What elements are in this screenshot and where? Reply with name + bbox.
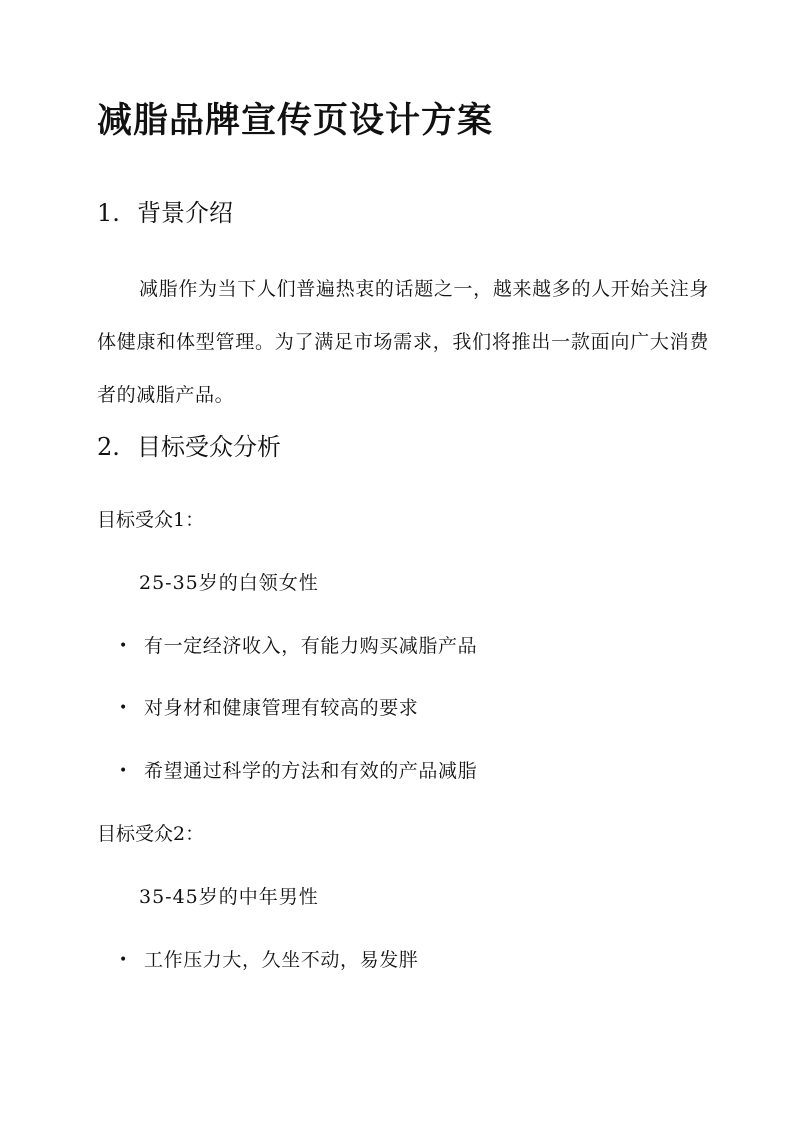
document-title: 减脂品牌宣传页设计方案 [97, 100, 494, 141]
bullet-icon: • [119, 638, 128, 654]
list-item [119, 757, 477, 785]
section-heading-text: 背景介绍 [137, 199, 233, 227]
list-item [119, 694, 418, 722]
audience-description-2: 35-45岁的中年男性 [139, 886, 319, 908]
section-number: 2. [97, 433, 120, 461]
background-paragraph: 减脂作为当下人们普遍热衷的话题之一，越来越多的人开始关注身体健康和体型管理。为了满足市场需求，我们将推出一款面向广大消费者的减脂产品。 [97, 278, 709, 406]
bullet-icon: • [119, 952, 128, 968]
bullet-icon: • [119, 763, 128, 779]
section-heading-audience [97, 430, 281, 464]
section-heading-text: 目标受众分析 [137, 433, 281, 461]
audience-label-2: 目标受众2： [97, 823, 205, 845]
list-item [119, 632, 477, 660]
audience-description-1: 25-35岁的白领女性 [139, 572, 319, 594]
list-item-text: 希望通过科学的方法和有效的产品减脂 [144, 760, 478, 782]
section-heading-background [97, 196, 233, 230]
audience-label-1: 目标受众1： [97, 509, 205, 531]
list-item-text: 工作压力大，久坐不动，易发胖 [144, 949, 419, 971]
list-item-text: 对身材和健康管理有较高的要求 [144, 697, 419, 719]
section-number: 1. [97, 199, 120, 227]
list-item [119, 946, 418, 974]
list-item-text: 有一定经济收入，有能力购买减脂产品 [144, 635, 478, 657]
bullet-icon: • [119, 700, 128, 716]
